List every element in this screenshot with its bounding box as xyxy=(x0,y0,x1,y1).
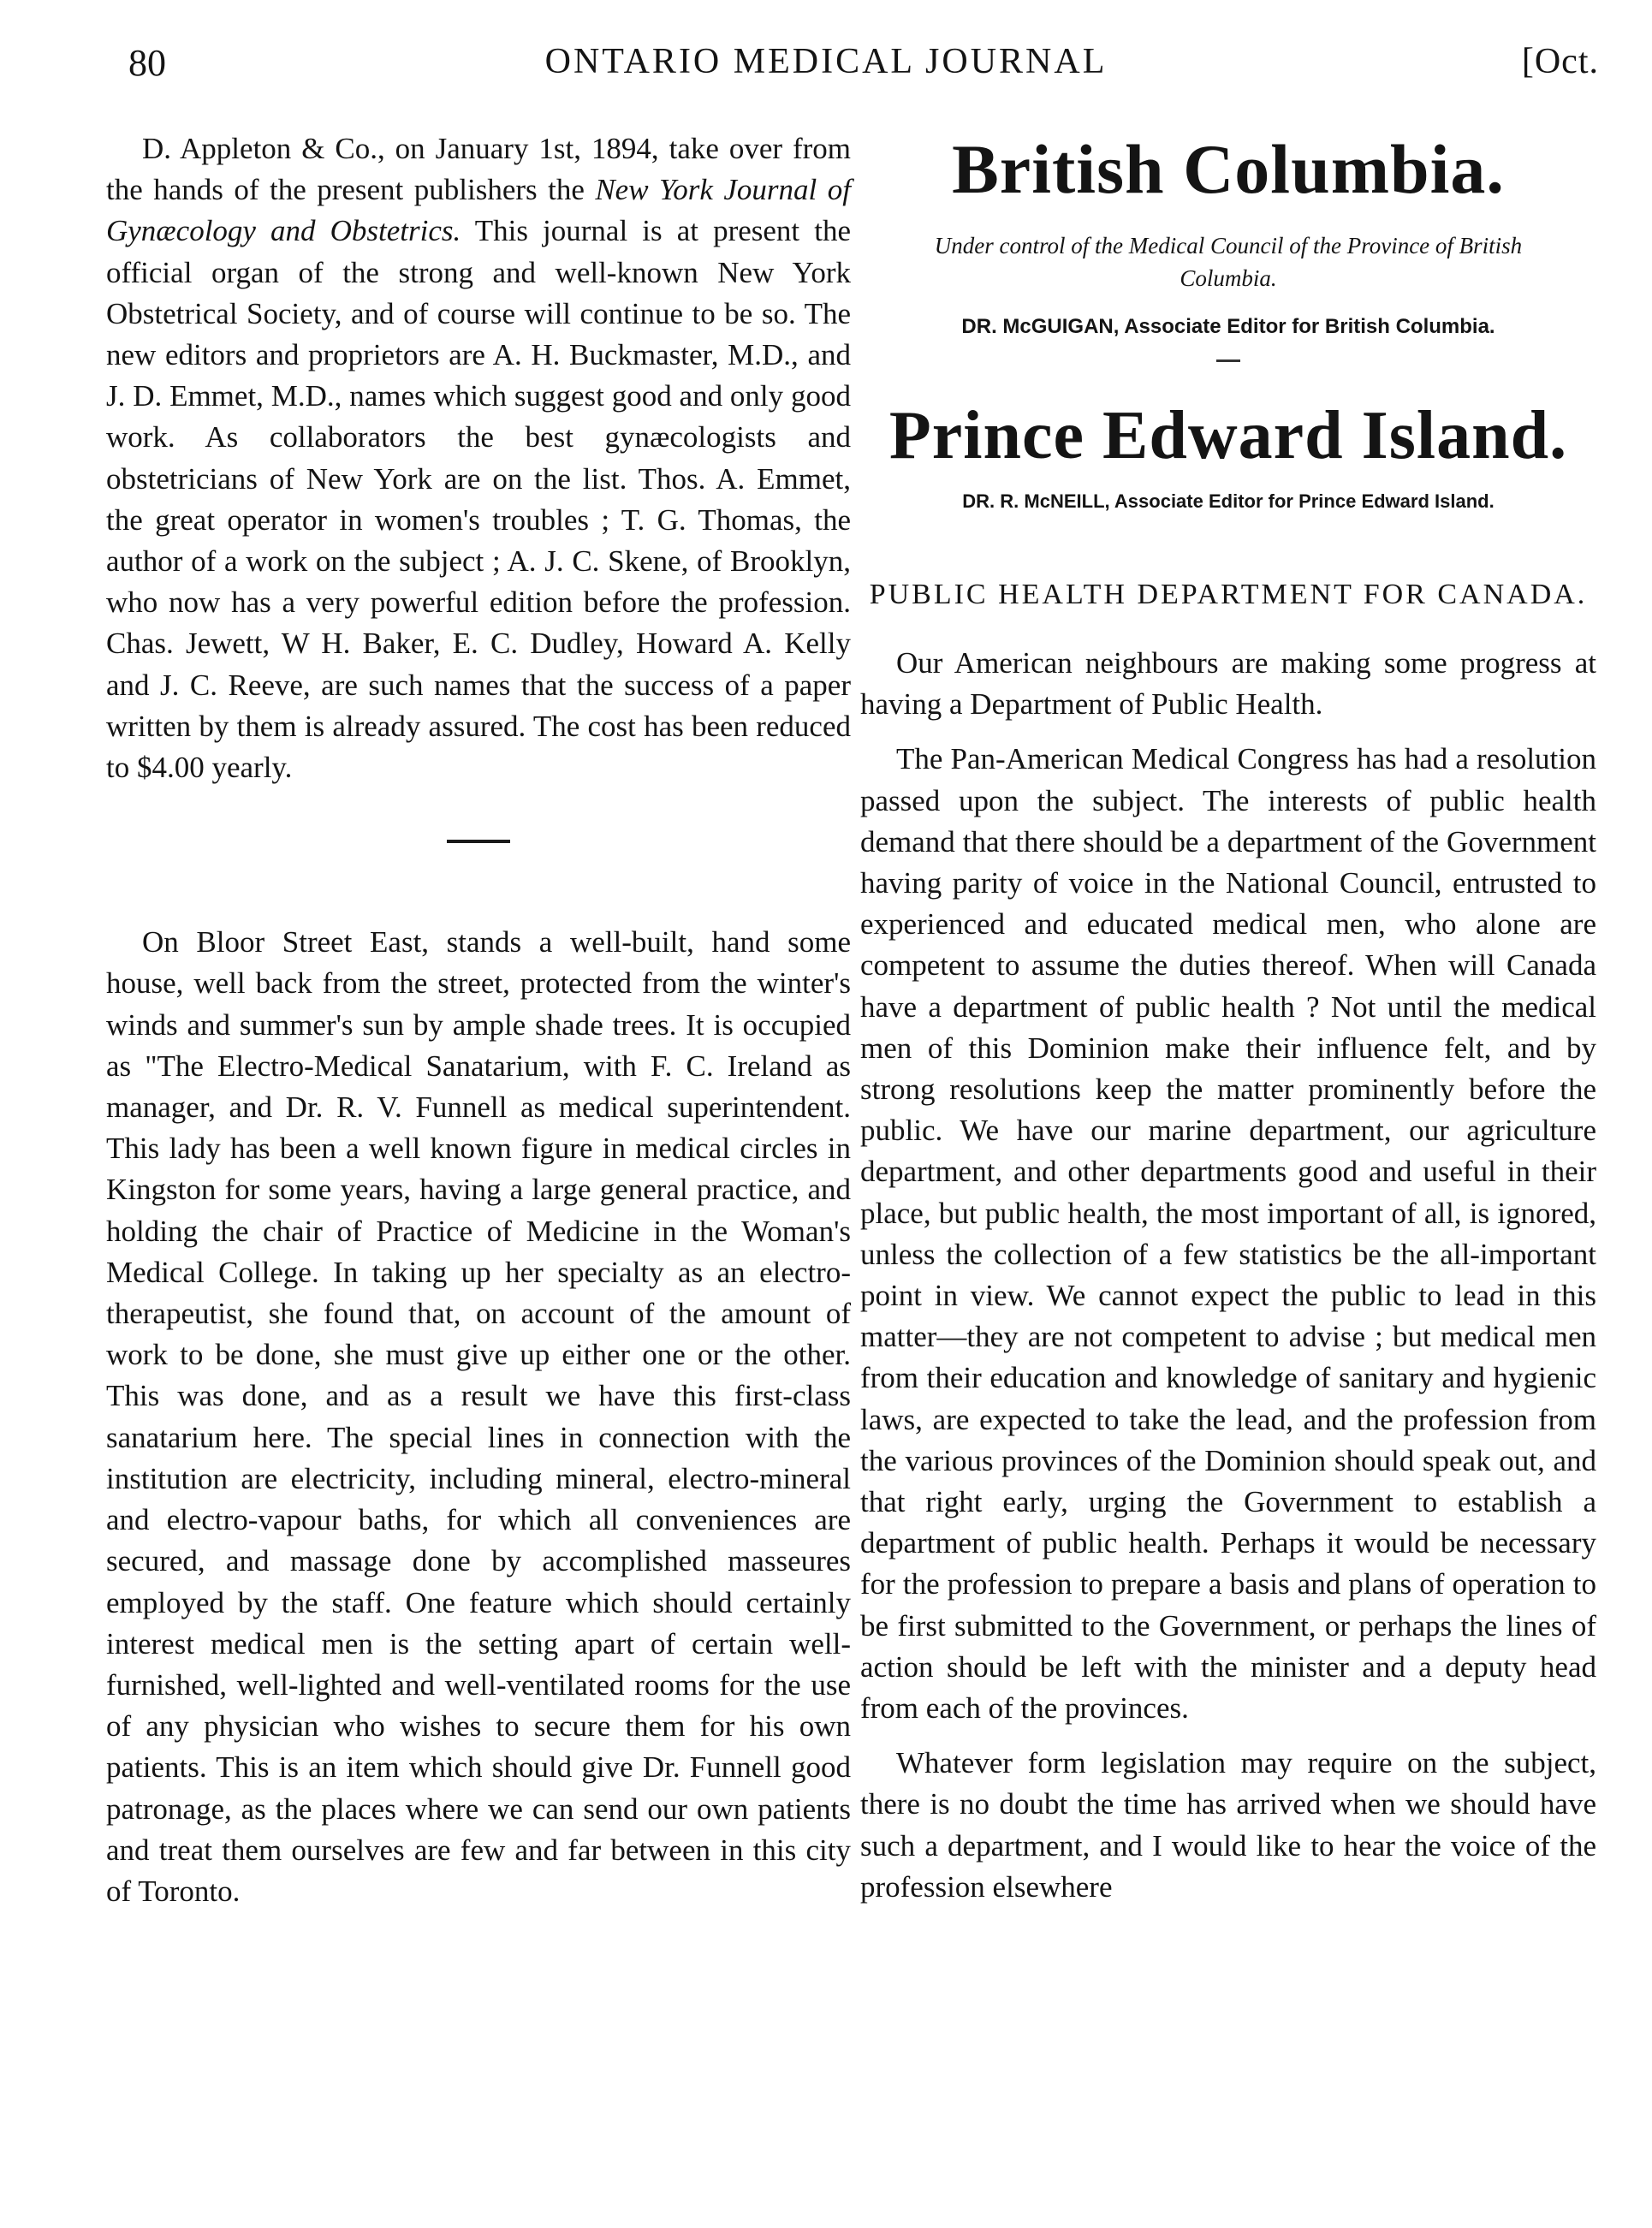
bc-associate-editor: DR. McGUIGAN, Associate Editor for British Columbia. xyxy=(961,315,1495,338)
section-divider xyxy=(447,840,510,843)
british-columbia-subtitle: Under control of the Medical Council of the Province of British Columbia. xyxy=(934,233,1523,291)
running-head xyxy=(0,24,1652,92)
public-health-heading: PUBLIC HEALTH DEPARTMENT FOR CANADA. xyxy=(869,579,1588,610)
public-health-paragraph-1: Our American neighbours are making some progress at having a Department of Public Health. xyxy=(860,646,1596,722)
appleton-text-start: D. Appleton & Co., on January 1st, 1894, take over from the hands of the present publishers the xyxy=(106,132,851,207)
prince-edward-island-heading: Prince Edward Island. xyxy=(888,398,1568,473)
issue-month: [Oct. xyxy=(1521,42,1599,81)
pei-associate-editor: DR. R. McNEILL, Associate Editor for Prince Edward Island. xyxy=(962,490,1495,512)
paragraph-gap xyxy=(860,1729,1596,1743)
left-column xyxy=(106,128,851,1912)
right-column xyxy=(860,128,1596,1908)
british-columbia-heading: British Columbia. xyxy=(952,130,1505,208)
appleton-text-end: This journal is at present the official organ of the strong and well-known New York Obstetrical Society, and of course will continue to be so. The new editors and proprietors are A. H. Buckmaster, M.D., and J. D. Emmet, M.D., names which suggest good and only good work. As collaborators the best gynæcologists and obstetricians of New York are on the list. Thos. A. Emmet, the great operator in women's troubles ; T. G. Thomas, the author of a work on the subject ; A. J. C. Skene, of Brooklyn, who now has a very powerful edition before the profession. Chas. Jewett, W H. Baker, E. C. Dudley, Howard A. Kelly and J. C. Reeve, are such names that the success of a paper written by them is already assured. The cost has been reduced to $4.00 yearly. xyxy=(106,214,851,785)
public-health-paragraph-3: Whatever form legislation may require on the subject, there is no doubt the time has arrived when we should have such a department, and I would like to hear the voice of the profession elsewhere xyxy=(860,1746,1596,1904)
appleton-paragraph xyxy=(106,128,851,788)
journal-title: ONTARIO MEDICAL JOURNAL xyxy=(544,42,1108,81)
short-divider xyxy=(1216,359,1240,362)
journal-name-italic: New York Journal of Gynæcology and Obstetrics. xyxy=(106,173,851,248)
page-number: 80 xyxy=(128,42,166,84)
public-health-paragraph-2: The Pan-American Medical Congress has had a resolution passed upon the subject. The interests of public health demand that there should be a department of the Government having parity of voice in the National Council, entrusted to experienced and educated medical men, who alone are competent to assume the duties thereof. When will Canada have a department of public health ? Not until the medical men of this Dominion make their influence felt, and by strong resolutions keep the matter prominently before the public. We have our marine department, our agriculture department, and other departments good and useful in their place, but public health, the most important of all, is ignored, unless the collection of a few statistics be the all-important point in view. We cannot expect the public to lead in this matter—they are not competent to advise ; but medical men from their education and knowledge of sanitary and hygienic laws, are expected to take the lead, and the profession from the various provinces of the Dominion should speak out, and that right early, urging the Government to establish a department of public health. Perhaps it would be necessary for the profession to prepare a basis and plans of operation to be first submitted to the Government, or perhaps the lines of action should be left with the minister and a deputy head from each of the provinces. xyxy=(860,742,1596,1726)
paragraph-gap xyxy=(860,725,1596,739)
sanatarium-paragraph: On Bloor Street East, stands a well-built, hand some house, well back from the street, protected from the winter's winds and summer's sun by ample shade trees. It is occupied as "The Electro-Medical Sanatarium, with F. C. Ireland as manager, and Dr. R. V. Funnell as medical superintendent. This lady has been a well known figure in medical circles in Kingston for some years, having a large general practice, and holding the chair of Practice of Medicine in the Woman's Medical College. In taking up her specialty as an electro-therapeutist, she found that, on account of the amount of work to be done, she must give up either one or the other. This was done, and as a result we have this first-class sanatarium here. The special lines in connection with the institution are electricity, including mineral, electro-mineral and electro-vapour baths, for which all conveniences are secured, and massage done by accomplished masseures employed by the staff. One feature which should certainly interest medical men is the setting apart of certain well-furnished, well-lighted and well-ventilated rooms for the use of any physician who wishes to secure them for his own patients. This is an item which should give Dr. Funnell good patronage, as the places where we can send our own patients and treat them ourselves are few and far between in this city of Toronto. xyxy=(106,925,851,1908)
